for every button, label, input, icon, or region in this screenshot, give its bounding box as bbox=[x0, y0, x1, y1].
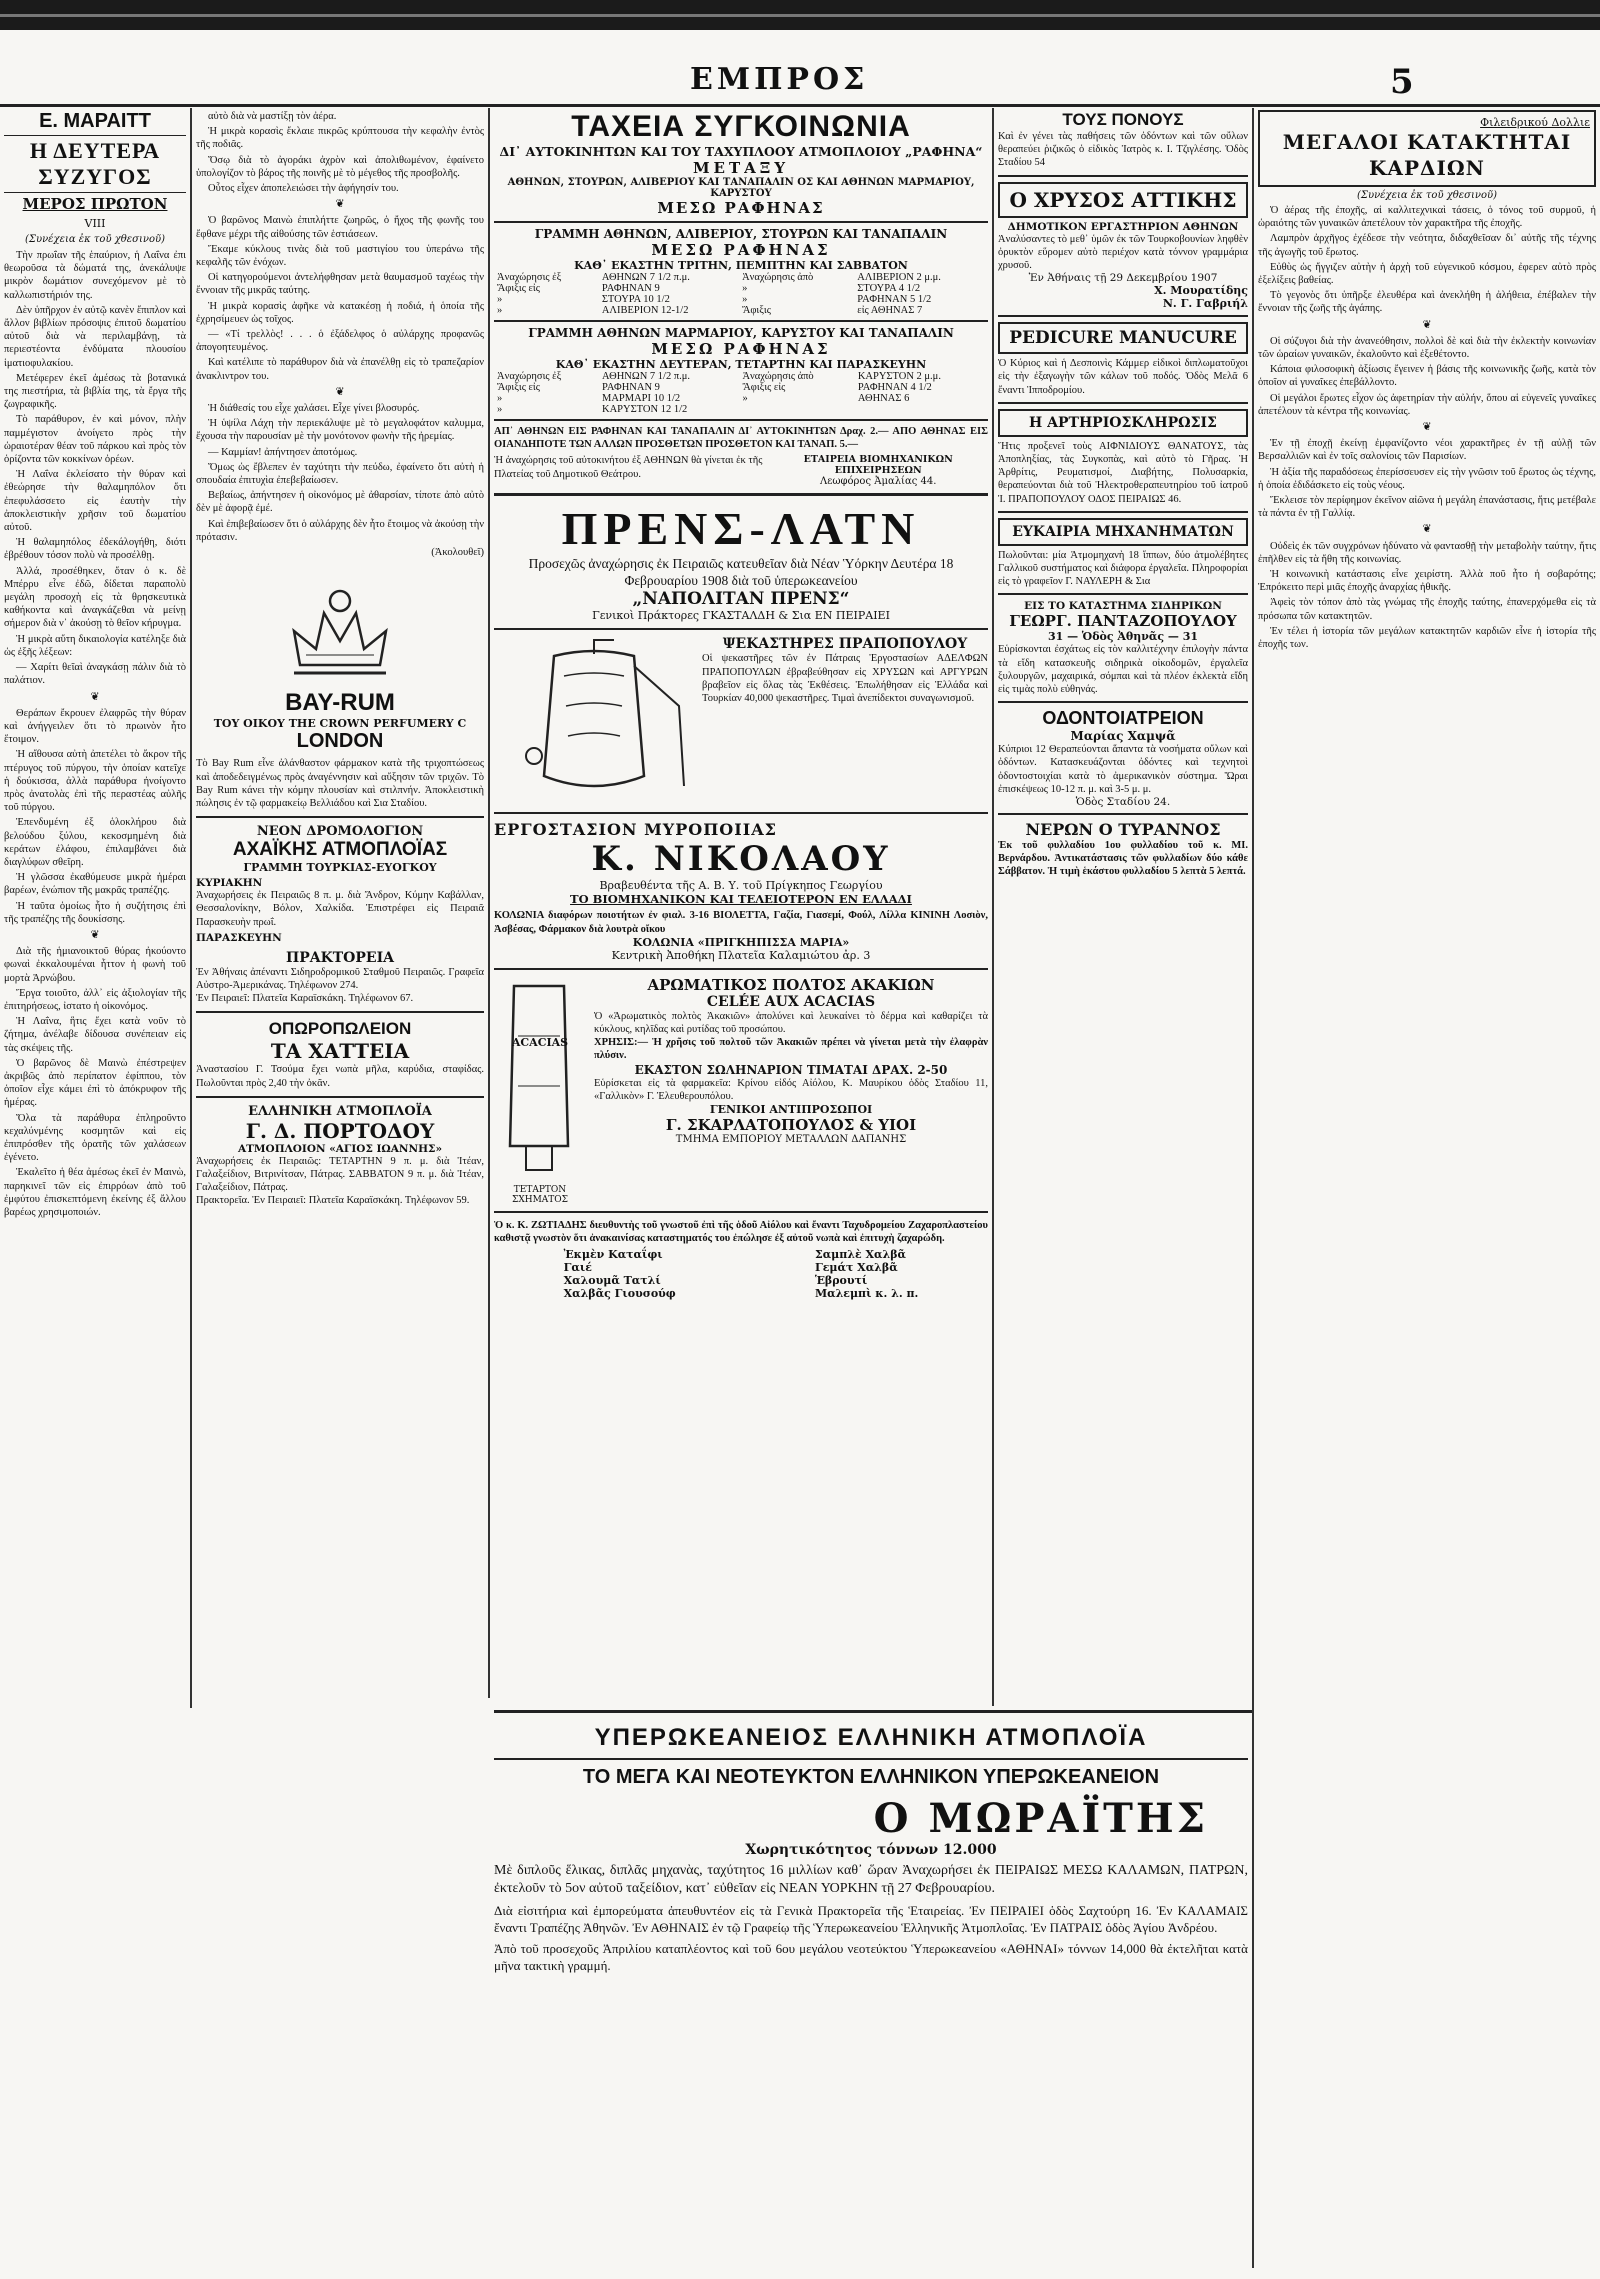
transport-rule bbox=[494, 221, 988, 223]
list-item: Γεμάτ Χαλβᾶ bbox=[814, 1261, 898, 1275]
story-paragraph: Ἐκαλεῖτο ἡ θέα ἀμέσως ἐκεῖ ἐν Μαινὼ, παρηκινεῖ τῶν εἰς ἐπιρρόων ἀπὸ τοῦ ἐμφύτου ἐπισκεπτόμενη ἐκείνης ἐξ ἄλλου βαρέως χρησιμοποιών. bbox=[4, 1167, 186, 1219]
dentist-address: Ὁδὸς Σταδίου 24. bbox=[1075, 796, 1171, 809]
fruit-body: Ἀναστασίου Γ. Τσούμα ἔχει νωπὰ μῆλα, καρύδια, σταφίδας. Πωλοῦνται πρὸς 2,40 τὴν ὀκᾶν. bbox=[196, 1064, 484, 1089]
prens-ad bbox=[494, 502, 988, 622]
praktoreia-title: ΠΡΑΚΤΟΡΕΙΑ bbox=[285, 949, 394, 966]
timetable-cell: » bbox=[742, 283, 748, 294]
column-feuilleton bbox=[1258, 110, 1596, 2270]
ad-rule bbox=[494, 968, 988, 970]
bayrum-title: BAY-RUM bbox=[285, 689, 395, 717]
arthritis-title: Η ΑΡΤΗΡΙΟΣΚΛΗΡΩΣΙΣ bbox=[998, 409, 1248, 437]
timetable-cell: ΡΑΦΗΝΑΝ 4 1/2 bbox=[857, 382, 932, 393]
portodos-body: Ἀναχωρήσεις ἐκ Πειραιῶς: ΤΕΤΑΡΤΗΝ 9 π. μ. διὰ Ἰτέαν, Γαλαξείδιον, Βιτρινίτσαν, Πάτρας. ΣΑΒΒΑΤΟΝ 9 π. μ. διὰ Ἰτέαν, Γαλαξείδιον, Πάτρας. bbox=[196, 1155, 484, 1194]
section-ornament: ❦ bbox=[335, 385, 345, 398]
transport-via: ΜΕΣΩ ΡΑΦΗΝΑΣ bbox=[657, 199, 825, 217]
story-paragraph: Βεβαίως, ἀπήντησεν ἡ οἰκονόμος μὲ ἀθαρσίαν, τίποτε ἀπὸ αὐτὸ δὲν μὲ ἀφορᾷ ἐμέ. bbox=[196, 490, 484, 515]
line2-title: ΓΡΑΜΜΗ ΑΘΗΝΩΝ ΜΑΡΜΑΡΙΟΥ, ΚΑΡΥΣΤΟΥ ΚΑΙ ΤΑΝΑΠΑΛΙΝ bbox=[528, 326, 954, 340]
story-paragraph: Καὶ κατέλιπε τὸ παράθυρον διὰ νὰ ἐπανέλθῃ εἰς τὸ τραπεζαρίον ἀνακλιντρον του. bbox=[196, 357, 484, 382]
story-paragraph: Ἡ γλῶσσα ἐκαθύμευσε μικρὰ ἡμέραι βαρέων, ἐνώπιον τῆς μακρᾶς τραπέζης. bbox=[4, 872, 186, 897]
feuilleton-text bbox=[1258, 204, 1596, 651]
timetable-row bbox=[494, 294, 988, 305]
zotiadis-list bbox=[494, 1248, 988, 1300]
story-paragraph: — «Τί τρελλὸς! . . . ὁ ἐξάδελφος ὁ αὐλάρχης προφανῶς ἀπογοητευμένος. bbox=[196, 329, 484, 354]
column-small-ads bbox=[998, 110, 1248, 1700]
list-item: Μαλεμπὶ κ. λ. π. bbox=[814, 1287, 919, 1301]
transport-address: Λεωφόρος Ἀμαλίας 44. bbox=[819, 476, 937, 488]
column-rule-2 bbox=[488, 108, 490, 1698]
list-item: Ἑβρουτί bbox=[814, 1274, 868, 1288]
sprayer-body: Οἱ ψεκαστῆρες τῶν ἐν Πάτραις Ἐργοστασίων ΑΔΕΛΦΩΝ ΠΡΑΠΟΠΟΥΛΩΝ ἐβραβεύθησαν εἰς ΧΡΥΣΩΝ καὶ ΑΡΓΥΡΩΝ βραβεῖον εἰς ὅλας τὰς Ἐκθέσεις. Ἐπωλήθησαν εἰς Ἑλλάδα καὶ Τουρκίαν 40,000 ψεκαστῆρες. Τιμαὶ ἀνεπίδεκτοι συναγωνισμοῦ. bbox=[702, 653, 988, 705]
opportunity-title: ΕΥΚΑΙΡΙΑ ΜΗΧΑΝΗΜΑΤΩΝ bbox=[998, 518, 1248, 546]
praktoreia-piraeus: Ἐν Πειραιεῖ: Πλατεῖα Καραϊσκάκη. Τηλέφωνον 67. bbox=[196, 993, 414, 1005]
story-paragraph: Ἀλλά, προσέθηκεν, ὅταν ὁ κ. δὲ Μπέρρυ εἶνε ἐδῶ, δίδεται παραπολὺ μεγάλη προσοχὴ εἰς τὰ θρησκευτικὰ καθήκοντα καὶ ἀναγκάζεθαι νὰ μείνῃ σήμερον διὰ ν᾽ ἀκούσῃ τὸ θεῖον κήρυγμα. bbox=[4, 565, 186, 630]
transport-footer: Ἡ ἀναχώρησις τοῦ αὐτοκινήτου ἐξ ΑΘΗΝΩΝ θὰ γίνεται ἐκ τῆς Πλατείας τοῦ Δημοτικοῦ Θεάτρου. bbox=[494, 455, 763, 480]
line2-timetable bbox=[494, 371, 988, 415]
perfume-products: ΚΟΛΩΝΙΑ διαφόρων ποιοτήτων ἐν φιαλ. 3-16 ΒΙΟΛΕΤΤΑ, Γαζία, Γιασεμί, Φούλ, Λίλλα ΚΙΝΙΝΗ Λοσιὸν, Ἀσβέσας, Φάρμακον διὰ λουτρὰ οἴκου bbox=[494, 910, 988, 935]
feuilleton-paragraph: Ἀφεὶς τὸν τόπον ἀπὸ τὰς γνώμας τῆς ἐποχῆς ταύτης, ἐπανερχόμεθα εἰς τὰ πρόσωπα τῶν κατακτητῶν. bbox=[1258, 597, 1596, 622]
timetable-cell: Ἀναχώρησις ἐξ bbox=[497, 272, 562, 283]
timetable-row bbox=[494, 283, 988, 294]
perfume-award: Βραβευθέντα τῆς Α. Β. Υ. τοῦ Πρίγκηπος Γεωργίου bbox=[599, 879, 883, 893]
column-rule-1 bbox=[190, 108, 192, 1708]
fruit-name: ΤΑ ΧΑΤΤΕΙΑ bbox=[270, 1039, 410, 1064]
timetable-cell: ΑΘΗΝΑΣ 6 bbox=[857, 393, 910, 404]
story-paragraph: Ἡ μικρὰ κορασὶς ἀφῆκε νὰ κατακέσῃ ἡ ποδιά, ἡ ὁποία τῆς ἐχρησίμευεν ὡς τοῖχος. bbox=[196, 300, 484, 325]
story-paragraph: αὐτὸ διὰ νὰ μαστίξῃ τὸν ἀέρα. bbox=[208, 111, 337, 122]
timetable-cell bbox=[855, 404, 988, 415]
pedicure-body: Ὁ Κύριος καὶ ἡ Δεσποινὶς Κάμμερ εἰδικοὶ διπλωματοῦχοι εἰς τὴν ἐξαγωγὴν τῶν κάλων τοῦ ποδός. Ὁδὸς Μελᾶ 6 ἔναντι Ἱπποδρομίου. bbox=[998, 358, 1248, 396]
story-paragraph: Ὅσῳ διὰ τὸ ἀγοράκι ἀχρὸν καὶ ἀπολιθωμένον, ἐφαίνετο ὑπολογίζον τὸ βάρος τῆς ποινῆς μὲ τὸ μέγεθος τῆς προσβολῆς. bbox=[196, 154, 484, 179]
bottom-ad-top-rule bbox=[494, 1710, 1252, 1713]
story-paragraph: Ἡ μικρὰ αὕτη δικαιολογία κατέληξε διὰ ὡς ἐξῆς λέξεων: bbox=[4, 633, 186, 658]
sprayer-ad bbox=[494, 636, 988, 806]
author-rule bbox=[4, 135, 186, 136]
timetable-cell: Ἀναχώρησις ἀπὸ bbox=[742, 371, 814, 382]
timetable-row bbox=[494, 404, 988, 415]
perfume-brand: ΚΟΛΩΝΙΑ «ΠΡΙΓΚΗΠΙΣΣΑ ΜΑΡΙΑ» bbox=[632, 935, 850, 949]
story-paragraph: Θεράπων ἔκρουεν ἐλαφρῶς τὴν θύραν καὶ ἀνήγγειλεν ὅτι τὸ πρωινὸν ἦτο ἕτοιμον. bbox=[4, 707, 186, 746]
timetable-cell: Ἄφιξις εἰς bbox=[497, 382, 540, 393]
transport-rule bbox=[494, 320, 988, 322]
bayrum-body: Τὸ Bay Rum εἶνε ἀλάνθαστον φάρμακον κατὰ τῆς τριχοπτώσεως καὶ ἀποδεδειγμένως πρὸς ἀναγέννησιν καὶ αὔξησιν τῶν τριχῶν. Τὸ Bay Rum κάνει τὴν κόμην πλουσίαν καὶ στιλπνήν. Ἀποκλειστικὴ πώλησις ἐν τῷ φαρμακείῳ Βελλιάδου καὶ Σια Σταδίου. bbox=[196, 758, 484, 809]
acacia-body: Ὁ «Ἀρωματικὸς πολτὸς Ἀκακιῶν» ἀπολύνει καὶ λευκαίνει τὸ δέρμα καὶ καθαρίζει τὰ κύκλους, κηλῖδας καὶ ρυτίδας τοῦ προσώπου. bbox=[594, 1010, 988, 1036]
timetable-cell: ΚΑΡΥΣΤΟΝ 2 μ.μ. bbox=[857, 371, 941, 382]
list-item: Χαλβᾶς Γιουσούφ bbox=[563, 1287, 676, 1301]
feuilleton-paragraph: Λαμπρὸν ἀρχῆγος ἐχέδεσε τὴν νεότητα, διδαχθεῖσαν δι᾽ αὐτῆς τῆς τέχνης τῆς ἀγωγῆς τοῦ ἔρωτος. bbox=[1258, 233, 1596, 258]
story-paragraph: Οἱ κατηγορούμενοι ἀντελήφθησαν μετὰ θαυμασμοῦ ταχέως τὴν ἔννοιαν τῆς μικρᾶς ταύτης. bbox=[196, 272, 484, 297]
timetable-cell: Ἄφιξις bbox=[742, 305, 771, 316]
perfume-name: Κ. ΝΙΚΟΛΑΟΥ bbox=[591, 839, 891, 880]
timetable-row bbox=[494, 272, 988, 283]
timetable-cell bbox=[739, 404, 854, 415]
portodos-agency: Πρακτορεῖα. Ἐν Πειραιεῖ: Πλατεῖα Καραϊσκάκη. Τηλέφωνον 59. bbox=[196, 1195, 470, 1207]
column-rule-3 bbox=[992, 108, 994, 1706]
list-item: Ἐκμὲν Καταΐφι bbox=[563, 1248, 663, 1262]
nautical-ad bbox=[196, 824, 484, 1005]
feuilleton-paragraph: Οἱ σύζυγοι διὰ τὴν ἀνανεόθησιν, πολλοὶ δὲ καὶ διὰ τὴν ἐκλεκτὴν κοινωνίαν τῶν ὡραίων γυναικῶν, ἐκαλοῦντο καὶ ἐξεθέτοντο. bbox=[1258, 335, 1596, 361]
ad-rule bbox=[494, 493, 988, 496]
portodos-vessel: ΑΤΜΟΠΛΟΙΟΝ «ΑΓΙΟΣ ΙΩΑΝΝΗΣ» bbox=[237, 1142, 443, 1155]
line2-days: ΚΑΘ᾽ ΕΚΑΣΤΗΝ ΔΕΥΤΕΡΑΝ, ΤΕΤΑΡΤΗΝ ΚΑΙ ΠΑΡΑΣΚΕΥΗΝ bbox=[555, 358, 927, 371]
ad-rule bbox=[998, 315, 1248, 317]
dentist-name: Μαρίας Χαμψᾶ bbox=[1070, 729, 1176, 744]
line2-via: ΜΕΣΩ ΡΑΦΗΝΑΣ bbox=[651, 340, 831, 358]
ad-rule bbox=[196, 816, 484, 818]
page-number: 5 bbox=[1390, 62, 1414, 102]
timetable-row bbox=[494, 371, 988, 382]
feuilleton-paragraph: Εὐθὺς ὡς ἤγγιζεν αὐτὴν ἡ ἀρχὴ τοῦ εὐγενικοῦ κόσμου, ἐφερεν αὐτὸ πρὸς ἐξελίξεις βαθείας. bbox=[1258, 261, 1596, 287]
transport-footer-row bbox=[494, 454, 988, 487]
story-paragraph: Ἡ ὑψίλα Λάχη τὴν περιεκάλυψε μὲ τὸ μεγαλοφάτον καλυμμα, ἔχουσα τὴν παρουσίαν μὲ τὴν μονότονον φωνὴν τῆς ἠρεμίας. bbox=[196, 418, 484, 443]
story-part: ΜΕΡΟΣ ΠΡΩΤΟΝ bbox=[22, 195, 168, 213]
story-paragraph: Ἡ ταῦτα ὁμοίως ἦτο ἡ συζήτησις ἐπὶ τῆς τραπέζης τῆς δουκίσσης. bbox=[4, 900, 186, 925]
sprayer-tank-icon bbox=[494, 636, 694, 806]
feuilleton-paragraph: Ἡ ἀξία τῆς παραδόσεως ἐπερίσσευσεν εἰς τὴν γνῶσιν τοῦ ἔρωτος ὡς τέχνης, ἡ ὁποία ἐδιδάσκετο εἰς τοὺς νέους. bbox=[1258, 466, 1596, 491]
story-paragraph: Διὰ τῆς ἡμιανοικτοῦ θύρας ἠκούοντο φωναὶ ἐκκαλουμέναι ἧττον ἡ φωνὴ τοῦ μορτὰ Ἀρνώβου. bbox=[4, 946, 186, 984]
paper-title: ΕΜΠΡΟΣ bbox=[690, 62, 869, 97]
timetable-cell: » bbox=[742, 393, 748, 404]
story-text bbox=[4, 249, 186, 1219]
nautical-day: ΚΥΡΙΑΚΗΝ bbox=[196, 877, 263, 890]
timetable-cell: ΑΛΙΒΕΡΙΟΝ 12-1/2 bbox=[601, 305, 689, 316]
feuilleton-paragraph: Τὸ γεγονὸς ὅτι ὑπῆρξε ἐλευθέρα καὶ ἀνεκλήθη ἡ ἀλήθεια, ἐπέβαλεν τὴν ἔννοιαν τῆς ζωῆς τῆς ἀγάπης. bbox=[1258, 290, 1596, 315]
dentist-body: Κύπριοι 12 Θεραπεύονται ἅπαντα τὰ νοσήματα οὔλων καὶ ὀδόντων. Κατασκευάζονται ὀδόντες καὶ τεχνητοὶ ὀδοντοστοιχίαι κατὰ τὸ ἀμερικανικὸν σύστημα. Ὥραι ἐπισκέψεως 10-12 π. μ. καὶ 3-5 μ. μ. bbox=[998, 744, 1248, 795]
list-item: Γαιέ bbox=[563, 1261, 592, 1275]
timetable-cell: » bbox=[497, 294, 503, 305]
column-serial-story bbox=[4, 110, 186, 2270]
pain-body: Καὶ ἐν γένει τὰς παθήσεις τῶν ὀδόντων καὶ τῶν οὔλων θεραπεύει ῥιζικῶς ὁ εἰδικὸς Ἰατρὸς κ. Ι. Τζιγλέσης. Ὁδὸς Σταδίου 54 bbox=[998, 131, 1248, 169]
top-border-stripe bbox=[0, 14, 1600, 17]
timetable-cell: ΣΤΟΥΡΑ 4 1/2 bbox=[857, 283, 921, 294]
transport-ad bbox=[494, 110, 988, 487]
perfume-store: Κεντρικὴ Ἀποθήκη Πλατεῖα Καλαμιώτου ἀρ. 3 bbox=[611, 948, 871, 962]
transport-company-block bbox=[768, 454, 988, 487]
ad-rule bbox=[494, 1211, 988, 1213]
column-story-and-ads bbox=[196, 110, 484, 2270]
liner-subtitle: ΤΟ ΜΕΓΑ ΚΑΙ ΝΕΟΤΕΥΚΤΟΝ ΕΛΛΗΝΙΚΟΝ ΥΠΕΡΩΚΕΑΝΕΙΟΝ bbox=[582, 1766, 1160, 1788]
zotiadis-list-right bbox=[815, 1248, 918, 1300]
ad-rule bbox=[494, 628, 988, 630]
line1-days: ΚΑΘ᾽ ΕΚΑΣΤΗΝ ΤΡΙΤΗΝ, ΠΕΜΠΤΗΝ ΚΑΙ ΣΑΒΒΑΤΟΝ bbox=[574, 259, 908, 272]
story-paragraph: Ὅμως ὡς ἔβλεπεν ἐν ταχύτητι τὴν πεύδω, ἐφαίνετο ὅτι αὐτὴ ἡ σπουδαία ἐπιτυχὶα ἐπεβεβαίωσεν. bbox=[196, 461, 484, 487]
timetable-cell: ΣΤΟΥΡΑ 10 1/2 bbox=[601, 294, 670, 305]
story-paragraph: Ὁ βαρῶνος δὲ Μαινὼ ἐπέστρεψεν ἀκριβῶς ἀπὸ περίπατον ἐφίππου, τὸν ὁποῖον εἶχε κάμει ἐπὶ τὸ ἀπόκρυφον τῆς ἡμέρας. bbox=[4, 1057, 186, 1109]
acacia-packages: ΤΕΤΑΡΤΟΝ ΣΧΗΜΑΤΟΣ bbox=[511, 1184, 569, 1205]
nautical-day: ΠΑΡΑΣΚΕΥΗΝ bbox=[196, 931, 282, 944]
feuilleton-title: ΜΕΓΑΛΟΙ ΚΑΤΑΚΤΗΤΑΙ ΚΑΡΔΙΩΝ bbox=[1282, 130, 1572, 180]
liner-ship-name: Ο ΜΩΡΑΪΤΗΣ bbox=[873, 1795, 1208, 1842]
acacia-text bbox=[594, 976, 988, 1205]
story-paragraph: Ἡ Λαΐνα, ἣτις ἔχει κατὰ νοῦν τὸ ζήτημα, ἀνέλαβε δίδουσα συνέπειαν εἰς τὰς σκέψεις τῆς. bbox=[4, 1016, 186, 1054]
story-paragraph: — Χαρίτι θεῖαὶ ἀναγκάσῃ πάλιν διὰ τὸ παλάτιον. bbox=[4, 662, 186, 687]
nautical-header: ΝΕΟΝ ΔΡΟΜΟΛΟΓΙΟΝ bbox=[256, 824, 424, 840]
timetable-cell: » bbox=[497, 393, 503, 404]
story-author: Ε. ΜΑΡΑΙΤΤ bbox=[39, 110, 151, 132]
gold-title: Ο ΧΡΥΣΟΣ ΑΤΤΙΚΗΣ bbox=[998, 182, 1248, 218]
prens-body: Προσεχῶς ἀναχώρησις ἐκ Πειραιῶς κατευθεῖαν διὰ Νέαν Ὑόρκην Δευτέρα 18 Φεβρουαρίου 1908 διὰ τοῦ ὑπερωκεανείου bbox=[528, 556, 954, 589]
transport-subtitle: ΔΙ᾽ ΑΥΤΟΚΙΝΗΤΩΝ ΚΑΙ ΤΟΥ ΤΑΧΥΠΛΟΟΥ ΑΤΜΟΠΛΟΙΟΥ „ΡΑΦΗΝΑ“ bbox=[499, 144, 983, 159]
pain-title: ΤΟΥΣ ΠΟΝΟΥΣ bbox=[1062, 110, 1184, 129]
top-border-band bbox=[0, 0, 1600, 30]
perfume-ad bbox=[494, 820, 988, 961]
story-paragraph: Τὴν πρωΐαν τῆς ἑπαύριον, ἡ Λαΐνα ἐπι θεωροῦσα τὰ δώματά της, ἀνεκάλυψε μικρὸν δωμάτιον συνεχόμενον μὲ τὸ καλλωπιστήριόν της. bbox=[4, 250, 186, 301]
timetable-cell: ΡΑΦΗΝΑΝ 5 1/2 bbox=[857, 294, 932, 305]
prens-ship: „ΝΑΠΟΛΙΤΑΝ ΠΡΕΝΣ“ bbox=[632, 589, 850, 610]
iron-title: ΕΙΣ ΤΟ ΚΑΤΑΣΤΗΜΑ ΣΙΔΗΡΙΚΩΝ bbox=[1024, 600, 1222, 613]
nero-body: Ἐκ τοῦ φυλλαδίου 1ου φυλλαδίου τοῦ κ. ΜΙ. Βερνάρδου. Ἀντικατάστασις τῶν φυλλαδίων δύο κάθε Σάββατον. Ἡ τιμὴ ἑκάστου φυλλαδίου 5 λεπτὰ 5 λεπτά. bbox=[998, 840, 1248, 878]
prens-title: ΠΡΕΝΣ-ΛΑΤΝ bbox=[561, 503, 921, 555]
transport-company: ΕΤΑΙΡΕΙΑ ΒΙΟΜΗΧΑΝΙΚΩΝ ΕΠΙΧΕΙΡΗΣΕΩΝ bbox=[803, 454, 953, 477]
portodos-ad bbox=[196, 1104, 484, 1208]
title-rule bbox=[4, 192, 186, 193]
portodos-title: ΕΛΛΗΝΙΚΗ ΑΤΜΟΠΛΟΪΑ bbox=[248, 1103, 432, 1119]
story-paragraph: Ὅλα τὰ παράθυρα ἐπληροῦντο κεχαλύνμένης κοσμητῶν καὶ εἰς ἐπιπρόσθεν τῆς ὁρατῆς τῶν χαλάσεων ἐγένετο. bbox=[4, 1112, 186, 1164]
bayrum-city: LONDON bbox=[296, 730, 384, 753]
transport-cities: ΑΘΗΝΩΝ, ΣΤΟΥΡΩΝ, ΑΛΙΒΕΡΙΟΥ ΚΑΙ ΤΑΝΑΠΑΛΙΝ ΟΣ ΚΑΙ ΑΘΗΝΩΝ ΜΑΡΜΑΡΙΟΥ, ΚΑΡΥΣΤΟΥ bbox=[507, 177, 975, 199]
timetable-cell: ΚΑΡΥΣΤΟΝ 12 1/2 bbox=[601, 404, 688, 415]
section-ornament: ❦ bbox=[1422, 421, 1432, 434]
timetable-cell: ΜΑΡΜΑΡΙ 10 1/2 bbox=[601, 393, 681, 404]
feuilleton-paragraph: Οἱ μεγάλοι ἔρωτες εἶχον ὡς ἀφετηρίαν τὴν αὐλήν, ὅπου αἱ εὐγενεῖς γυναῖκες ἀπετέλουν τὰ κέντρα τῆς κοινωνίας. bbox=[1258, 392, 1596, 417]
timetable-cell: Ἀναχώρησις ἀπὸ bbox=[742, 272, 814, 283]
feuilleton-continued: (Συνέχεια ἐκ τοῦ χθεσινοῦ) bbox=[1357, 190, 1497, 201]
feuilleton-paragraph: Οὐδεὶς ἐκ τῶν συγχρόνων ἠδύνατο νὰ φαντασθῇ τὴν μεταβολὴν ταύτην, ἥτις ἐπῆλθεν εἰς τὰ ἤθη τῆς κοινωνίας. bbox=[1258, 540, 1596, 565]
timetable-cell: Ἄφιξις εἰς bbox=[497, 283, 540, 294]
iron-address: 31 — Ὁδὸς Ἀθηνᾶς — 31 bbox=[1047, 630, 1199, 644]
acacia-dept: ΤΜΗΜΑ ΕΜΠΟΡΙΟΥ ΜΕΤΑΛΛΩΝ ΔΑΠΑΝΗΣ bbox=[675, 1134, 907, 1146]
feuilleton-section: Φιλειδρικού Δολλιε bbox=[1480, 116, 1590, 129]
bayrum-subtitle: ΤΟΥ ΟΙΚΟΥ THE CROWN PERFUMERY C bbox=[213, 717, 467, 731]
prens-agent: Γενικοὶ Πράκτορες ΓΚΑΣΤΑΛΔΗ & Σια ΕΝ ΠΕΙΡΑΙΕΙ bbox=[592, 609, 890, 623]
praktoreia-body: Ἐν Ἀθήναις ἀπέναντι Σιδηροδρομικοῦ Σταθμοῦ Πειραιῶς. Γραφεῖα Αὐστρο-Ἀμερικάνας. Τηλέφωνον 274. bbox=[196, 966, 484, 991]
transport-between: ΜΕΤΑΞΥ bbox=[692, 159, 790, 177]
feuilleton-paragraph: Ἔκλεισε τὸν περίφημον ἐκεῖνον αἰῶνα ἡ μεγάλη ἐπανάστασις, ἥτις μετέβαλε τὰ πάντα ἐν τῇ Γαλλίᾳ. bbox=[1258, 495, 1596, 520]
timetable-row bbox=[494, 382, 988, 393]
iron-name: ΓΕΩΡΓ. ΠΑΝΤΑΖΟΠΟΥΛΟΥ bbox=[1009, 612, 1237, 631]
liner-body-2: Διὰ εἰσιτήρια καὶ ἐμπορεύματα ἀπευθυντέον εἰς τὰ Γενικὰ Πρακτορεῖα τῆς Ἑταιρείας. Ἐν ΠΕΙΡΑΙΕΙ ὁδὸς Σαχτούρη 16. Ἐν ΚΑΛΑΜΑΙΣ ἔναντι Τραπέζης Ἀθηνῶν. Ἐν ΑΘΗΝΑΙΣ ἐν τῷ Γραφείῳ τῆς Ὑπερωκεανείου Ἑλληνικῆς Ἀτμοπλοΐας. Ἐν ΠΑΤΡΑΙΣ ὁδὸς Ἀγίου Ἀνδρέου. bbox=[494, 1903, 1248, 1935]
arthritis-body: Ἥτις προξενεῖ τοὺς ΑΙΦΝΙΔΙΟΥΣ ΘΑΝΑΤΟΥΣ, τὰς Ἀποπληξίας, τὰς Συγκοπὰς, καὶ αὐτὸ τὸ Γῆρας. Ἡ Ἀρθρίτις, Ρευματισμοί, Διαβήτης, Πολυσαρκία, θεραπεύονται διὰ τοῦ Ἠλεκτροθεραπευτηρίου τοῦ ἰατροῦ Ἰ. ΠΡΑΠΟΠΟΥΛΟΥ ΟΔΟΣ ΠΕΙΡΑΙΩΣ 46. bbox=[998, 440, 1248, 505]
gold-subtitle: ΔΗΜΟΤΙΚΟΝ ΕΡΓΑΣΤΗΡΙΟΝ ΑΘΗΝΩΝ bbox=[1007, 220, 1239, 233]
bottom-ocean-liner-ad bbox=[494, 1716, 1248, 2256]
story-paragraph: Ἔκαμε κύκλους τινὰς διὰ τοῦ μαστιγίου του ὑπεράνω τῆς κεφαλῆς τῶν ἐνόχων. bbox=[196, 243, 484, 269]
feuilleton-paragraph: Ἐν τέλει ἡ ἱστορία τῶν μεγάλων κατακτητῶν καρδιῶν εἶνε ἡ ἱστορία τῆς ἐποχῆς των. bbox=[1258, 625, 1596, 651]
fruit-title: ΟΠΩΡΟΠΩΛΕΙΟΝ bbox=[268, 1019, 412, 1039]
line1-timetable bbox=[494, 272, 988, 316]
gold-signer-2: Ν. Γ. Γαβριήλ bbox=[1162, 297, 1248, 311]
iron-body: Εὑρίσκονται ἐσχάτως εἰς τὸν καλλιτέχνην ἐπιλογὴν πάντα τὰ εἴδη κατασκευῆς σιδηρικὰ οἰκοδομῶν, ἐργαλεῖα ξυλουργῶν, μαχαιρικά, σόμπαι καὶ τὰ πλέον ἐκλεκτὰ εἴδη εἰς τιμὰς πολὺ εὐθηνάς. bbox=[998, 644, 1248, 696]
story-paragraph: Ἡ μικρὰ κορασὶς ἔκλαιε πικρῶς κρύπτουσα τὴν κεφαλὴν ἐντὸς τῆς ποδιᾶς. bbox=[196, 126, 484, 151]
timetable-cell: Ἀναχώρησις ἐξ bbox=[497, 371, 562, 382]
acacia-ad bbox=[494, 976, 988, 1205]
liner-capacity: Χωρητικότητος τόννων 12.000 bbox=[745, 1842, 997, 1858]
line1-via: ΜΕΣΩ ΡΑΦΗΝΑΣ bbox=[651, 241, 831, 259]
story-paragraph: Ἡ διάθεσίς του εἶχε χαλάσει. Εἶχε γίνει βλοσυρός. bbox=[208, 403, 420, 415]
story-continued: (Συνέχεια ἐκ τοῦ χθεσινοῦ) bbox=[25, 234, 165, 245]
acacia-title: ΑΡΩΜΑΤΙΚΟΣ ΠΟΛΤΟΣ ΑΚΑΚΙΩΝ bbox=[647, 975, 935, 994]
crown-icon bbox=[196, 569, 484, 689]
timetable-cell: » bbox=[742, 294, 748, 305]
opportunity-body: Πωλοῦνται: μία Ἀτμομηχανὴ 18 ἵππων, δύο ἀτμολέβητες Γαλλικοῦ συστήματος καὶ διάφορα ἐργαλεῖα. Πληροφορίαι εἰς τὸ γραφεῖον Γ. ΝΑΥΛΕΡΗ & Σια bbox=[998, 549, 1248, 588]
ad-rule bbox=[998, 511, 1248, 513]
fruit-ad bbox=[196, 1019, 484, 1089]
acacia-subtitle: CELÉE AUX ACACIAS bbox=[706, 993, 876, 1010]
zotiadis-ad bbox=[494, 1219, 988, 1300]
nautical-company: ΑΧΑΪΚΗΣ ΑΤΜΟΠΛΟΪΑΣ bbox=[232, 839, 448, 861]
acacia-where: Εὑρίσκεται εἰς τὰ φαρμακεῖα: Κρίνου εἰδός Αἰόλου, Κ. Μαυρίκου ὁδὸς Σταδίου 11, «Γαλλικὸν» Γ. Ἐλευθερουπόλου. bbox=[594, 1077, 988, 1102]
feuilleton-header-box bbox=[1258, 110, 1596, 187]
section-ornament: ❦ bbox=[1422, 318, 1432, 331]
nero-title: ΝΕΡΩΝ Ο ΤΥΡΑΝΝΟΣ bbox=[1025, 820, 1221, 840]
story-paragraph: Ἐπενδυμένη ἐξ ὁλοκλήρου διὰ βελούδου ξύλου, κεκοσμημένη διὰ κεράτων ἐλάφου, ἐπιλαμβάνει διὰ διαγλύφων σθεῖρη. bbox=[4, 817, 186, 868]
bayrum-ad bbox=[196, 569, 484, 810]
sprayer-text bbox=[702, 636, 988, 806]
feuilleton-paragraph: Ὁ ἀέρας τῆς ἐποχῆς, αἱ καλλιτεχνικαὶ τάσεις, ὁ τόνος τοῦ συρμοῦ, ἡ ὡραιότης τῶν γυναικῶν ἀπετέλουν τὸν χαρακτῆρα τῆς ἐποχῆς. bbox=[1258, 205, 1596, 230]
liner-body: Μὲ διπλοῦς ἕλικας, διπλᾶς μηχανὰς, ταχύτητος 16 μιλλίων καθ᾽ ὥραν Ἀναχωρήσει ἐκ ΠΕΙΡΑΙΩΣ ΜΕΣΩ ΚΑΛΑΜΩΝ, ΠΑΤΡΩΝ, ἐκτελοῦν τὸ 5ον αὐτοῦ ταξείδιον, κατ᾽ εὐθεῖαν εἰς ΝΕΑΝ ΥΟΡΚΗΝ τῇ 27 Φεβρουαρίου. bbox=[494, 1863, 1248, 1896]
acacia-agent-name: Γ. ΣΚΑΡΛΑΤΟΠΟΥΛΟΣ & ΥΙΟΙ bbox=[665, 1116, 917, 1135]
story-paragraph: — Καμμίαν! ἀπήντησεν ἀποτόμως. bbox=[208, 446, 358, 458]
ad-rule bbox=[196, 1096, 484, 1098]
list-item: Σαμπλὲ Χαλβᾶ bbox=[814, 1248, 906, 1262]
liner-title: ΥΠΕΡΩΚΕΑΝΕΙΟΣ ΕΛΛΗΝΙΚΗ ΑΤΜΟΠΛΟΪΑ bbox=[594, 1724, 1148, 1751]
timetable-row bbox=[494, 393, 988, 404]
timetable-cell: εἰς ΑΘΗΝΑΣ 7 bbox=[857, 305, 923, 316]
story-paragraph: Οὗτος εἶχεν ἀποπελειώσει τὴν ἀφήγησίν του. bbox=[208, 183, 399, 195]
story-paragraph: Δὲν ὑπῆρχον ἐν αὐτῷ κανὲν ἔπιπλον καὶ ἄλλον βιβλίων πρόσοψις ἐπιτοῦ δωματίου αὐτοῦ διὰ νὰ περιλαμβάνῃ, τὰ περιεστέοντα ἐνδύματα πλουσίου ἱματιοφυλακίου. bbox=[4, 304, 186, 369]
ad-rule bbox=[196, 1011, 484, 1013]
pedicure-title: PEDICURE MANUCURE bbox=[998, 322, 1248, 354]
zotiadis-list-left bbox=[564, 1248, 676, 1300]
ad-rule bbox=[998, 813, 1248, 815]
feuilleton-paragraph: Ἐν τῇ ἐποχῇ ἐκείνῃ ἐμφανίζοντο νέοι χαρακτῆρες ἐν τῇ αὐλῇ τῶν Βερσαλλιῶν καὶ ἐν τοῖς σαλονίοις τῶν Παρισίων. bbox=[1258, 438, 1596, 463]
masthead bbox=[0, 62, 1600, 102]
ad-rule bbox=[998, 593, 1248, 595]
timetable-cell: » bbox=[497, 305, 503, 316]
story-paragraph: Τὸ παράθυρον, ἐν καὶ μόνον, πλὴν παμμέγιστον ἀνοίγετο πρὸς τὴν ὡραιοτέραν θέαν τοῦ πάρκου καὶ πρὸς τὸν ὁρίζοντα τῶν κοκκίνων ὀρέων. bbox=[4, 414, 186, 466]
acacia-agents: ΓΕΝΙΚΟΙ ΑΝΤΙΠΡΟΣΩΠΟΙ bbox=[709, 1103, 873, 1117]
story-paragraph: Ἔργα τοιοῦτο, ἀλλ᾽ εἰς ἀξιολογίαν τῆς ἐπιτηρήσεως, ἰστατο ἡ οἰκονόμος. bbox=[4, 987, 186, 1012]
story-paragraph: Ἡ αἴθουσα αὐτὴ ἀπετέλει τὸ ἄκρον τῆς πτέρυγος τοῦ πύργου, τὴν ὁποίαν κατεῖχε ἡ δούκισσα, ἀλλὰ παράθυρα ἠνοίγοντο πρὸς ἀνατολὰς ἐπὶ τῆς περαστέας αὐλῆς τοῦ πύργου. bbox=[4, 749, 186, 814]
to-be-continued: (Ἀκολουθεῖ) bbox=[431, 547, 484, 559]
acacia-tube-label: ACACIAS bbox=[511, 1035, 569, 1049]
sprayer-title: ΨΕΚΑΣΤΗΡΕΣ ΠΡΑΠΟΠΟΥΛΟΥ bbox=[722, 636, 968, 653]
acacia-tube-block bbox=[494, 976, 586, 1205]
ad-rule bbox=[998, 175, 1248, 177]
ad-rule bbox=[998, 402, 1248, 404]
timetable-cell: ΡΑΦΗΝΑΝ 9 bbox=[601, 382, 660, 393]
nautical-body: Ἀναχωρήσεις ἐκ Πειραιῶς 8 π. μ. διὰ Ἄνδρον, Κύμην Καβάλλαν, Θεσσαλονίκην, Βόλον, Χαλκίδα. Ἐπιστρέφει εἰς Πειραιᾶ Παρασκευὴν πρωΐ. bbox=[196, 890, 484, 928]
story-title: Η ΔΕΥΤΕΡΑ ΣΥΖΥΓΟΣ bbox=[29, 138, 161, 189]
liner-body-3: Ἀπὸ τοῦ προσεχοῦς Ἀπριλίου καταπλέοντος καὶ τοῦ 6ου μεγάλου νεοτεύκτου Ὑπερωκεανείου «ΑΘΗΝΑΙ» τόννων 14,000 θὰ ἐκτελῆται κατὰ μῆνα τακτικὴ γραμμή. bbox=[494, 1941, 1248, 1973]
section-ornament: ❦ bbox=[335, 198, 345, 211]
feuilleton-paragraph: Κάποια φιλοσοφικὴ ἀξίωσις ἔγεινεν ἡ βάσις τῆς κοινωνικῆς ζωῆς, κατὰ τὸν ὁποῖον αἱ γυναῖκες ἐπεβάλλοντο. bbox=[1258, 364, 1596, 389]
timetable-cell: ΑΘΗΝΩΝ 7 1/2 π.μ. bbox=[601, 272, 690, 283]
gold-signer: Χ. Μουρατίδης bbox=[1154, 284, 1248, 298]
feuilleton-paragraph: Ἡ κοινωνικὴ κατάστασις εἶνε χειρίστη. Ἀλλὰ ποῦ ἦτο ἡ σοβαρότης; Ἐπρόκειτο περὶ μιᾶς ἐποχῆς ἀναρχίας ἠθικῆς. bbox=[1258, 569, 1596, 594]
transport-fares: ΑΠ᾽ ΑΘΗΝΩΝ ΕΙΣ ΡΑΦΗΝΑΝ ΚΑΙ ΤΑΝΑΠΑΛΙΝ ΔΙ᾽ ΑΥΤΟΚΙΝΗΤΩΝ Δραχ. 2.— ΑΠΟ ΑΘΗΝΑΣ ΕΙΣ ΟΙΑΝΔΗΠΟΤΕ ΤΩΝ ΑΛΛΩΝ ΠΡΟΣΘΕΤΩΝ ΠΡΟΣΘΕΤΟΝ ΚΑΙ ΤΑΝΑΠ. 5.— bbox=[494, 426, 988, 451]
story-paragraph: Ὁ βαρῶνος Μαινὼ ἐπιπλήττε ζωηρῶς, ὁ ἤχος τῆς φωνῆς του ἔφθανε μέχρι τῆς αἰθούσης τῶν ἑστιάσεων. bbox=[196, 215, 484, 240]
gold-body: Ἀναλύσαντες τὸ μεθ᾽ ὑμῶν ἐκ τῶν Τουρκοβουνίων ληφθὲν ὀρυκτὸν εὕρομεν αὐτὸ περιέχον κατὰ τόννον γραμμάρια χρυσοῦ. bbox=[998, 233, 1248, 272]
story-paragraph: Ἡ θαλαμηπόλος ἐδεκάλογήθη, διότι ἐβρέθουν τόσον πολὺ νὰ προσέλθῃ. bbox=[4, 537, 186, 562]
line1-title: ΓΡΑΜΜΗ ΑΘΗΝΩΝ, ΑΛΙΒΕΡΙΟΥ, ΣΤΟΥΡΩΝ ΚΑΙ ΤΑΝΑΠΑΛΙΝ bbox=[534, 227, 948, 241]
acacia-usage: ΧΡΗΣΙΣ:— Ἡ χρῆσις τοῦ πολτοῦ τῶν Ἀκακιῶν πρέπει νὰ γίνεται μετὰ τὴν ἐλαφρὰν πλύσιν. bbox=[594, 1037, 988, 1062]
timetable-cell: Ἄφιξις εἰς bbox=[742, 382, 786, 393]
perfume-tag: ΤΟ ΒΙΟΜΗΧΑΝΙΚΟΝ ΚΑΙ ΤΕΛΕΙΟΤΕΡΟΝ ΕΝ ΕΛΛΑΔΙ bbox=[570, 892, 912, 907]
acacia-tube-icon bbox=[494, 976, 584, 1186]
list-item: Χαλουμᾶ Τατλί bbox=[563, 1274, 661, 1288]
ad-rule bbox=[494, 812, 988, 814]
liner-rule bbox=[494, 1758, 1248, 1760]
timetable-row bbox=[494, 305, 988, 316]
timetable-cell: ΡΑΦΗΝΑΝ 9 bbox=[601, 283, 660, 294]
dentist-title: ΟΔΟΝΤΟΙΑΤΡΕΙΟΝ bbox=[1042, 708, 1204, 729]
section-ornament: ❦ bbox=[90, 690, 100, 703]
transport-title: ΤΑΧΕΙΑ ΣΥΓΚΟΙΝΩΝΙΑ bbox=[571, 110, 911, 143]
ad-rule bbox=[998, 701, 1248, 703]
transport-rule bbox=[494, 419, 988, 421]
timetable-cell: ΑΛΙΒΕΡΙΟΝ 2 μ.μ. bbox=[857, 272, 941, 283]
masthead-rule bbox=[0, 104, 1600, 107]
story-chapter: VIII bbox=[84, 217, 106, 230]
section-ornament: ❦ bbox=[90, 928, 100, 941]
story-continuation bbox=[196, 110, 484, 559]
acacia-price: ΕΚΑΣΤΟΝ ΣΩΛΗΝΑΡΙΟΝ ΤΙΜΑΤΑΙ ΔΡΑΧ. 2-50 bbox=[634, 1062, 948, 1077]
timetable-cell: » bbox=[497, 404, 503, 415]
zotiadis-body: Ὁ κ. Κ. ΖΩΤΙΑΔΗΣ διευθυντὴς τοῦ γνωστοῦ ἐπὶ τῆς ὁδοῦ Αἰόλου καὶ ἔναντι Ταχυδρομείου Ζαχαροπλαστείου καθιστᾷ γνωστὸν ὅτι ἀνακαινίσας καταστηματός του ἐπώλησε ἐξ αὐτοῦ νωπὰ καὶ ἐπιτυχὴ ζαχαρώδη. bbox=[494, 1219, 988, 1245]
perfume-factory: ΕΡΓΟΣΤΑΣΙΟΝ ΜΥΡΟΠΟΙΙΑΣ bbox=[494, 820, 777, 840]
section-ornament: ❦ bbox=[1422, 523, 1432, 536]
story-paragraph: Ἡ Λαΐνα ἐκλείσατο τὴν θύραν καὶ ἐθεώρησε τὴν θαλαμηπόλον ὅτι ἐπεφυλάσσετο εἰς ἑαυτὴν τὴν ἀποκλειστικὴν χρῆσιν τοῦ δωματίου αὐτοῦ. bbox=[4, 469, 186, 534]
story-paragraph: Μετέφερεν ἐκεῖ ἀμέσως τὰ βοτανικά της πιεστήρια, τὰ βιβλία της, τὰ ἔργα τῆς ζωγραφικῆς. bbox=[4, 372, 186, 411]
gold-date: Ἐν Ἀθήναις τῇ 29 Δεκεμβρίου 1907 bbox=[1028, 272, 1218, 285]
nautical-line: ΓΡΑΜΜΗ ΤΟΥΡΚΙΑΣ-ΕΥΟΓΚΟΥ bbox=[243, 861, 437, 875]
column-rule-4 bbox=[1252, 108, 1254, 2268]
portodos-name: Γ. Δ. ΠΟΡΤΟΔΟΥ bbox=[245, 1118, 435, 1143]
story-paragraph: Καὶ ἐπιβεβαίωσεν ὅτι ὁ αὐλάρχης δὲν ἦτο ἔτοιμος νὰ ἀκούσῃ τὴν πρότασιν. bbox=[196, 518, 484, 543]
timetable-cell: ΑΘΗΝΩΝ 7 1/2 π.μ. bbox=[601, 371, 690, 382]
column-advertisements-center bbox=[494, 110, 988, 1700]
